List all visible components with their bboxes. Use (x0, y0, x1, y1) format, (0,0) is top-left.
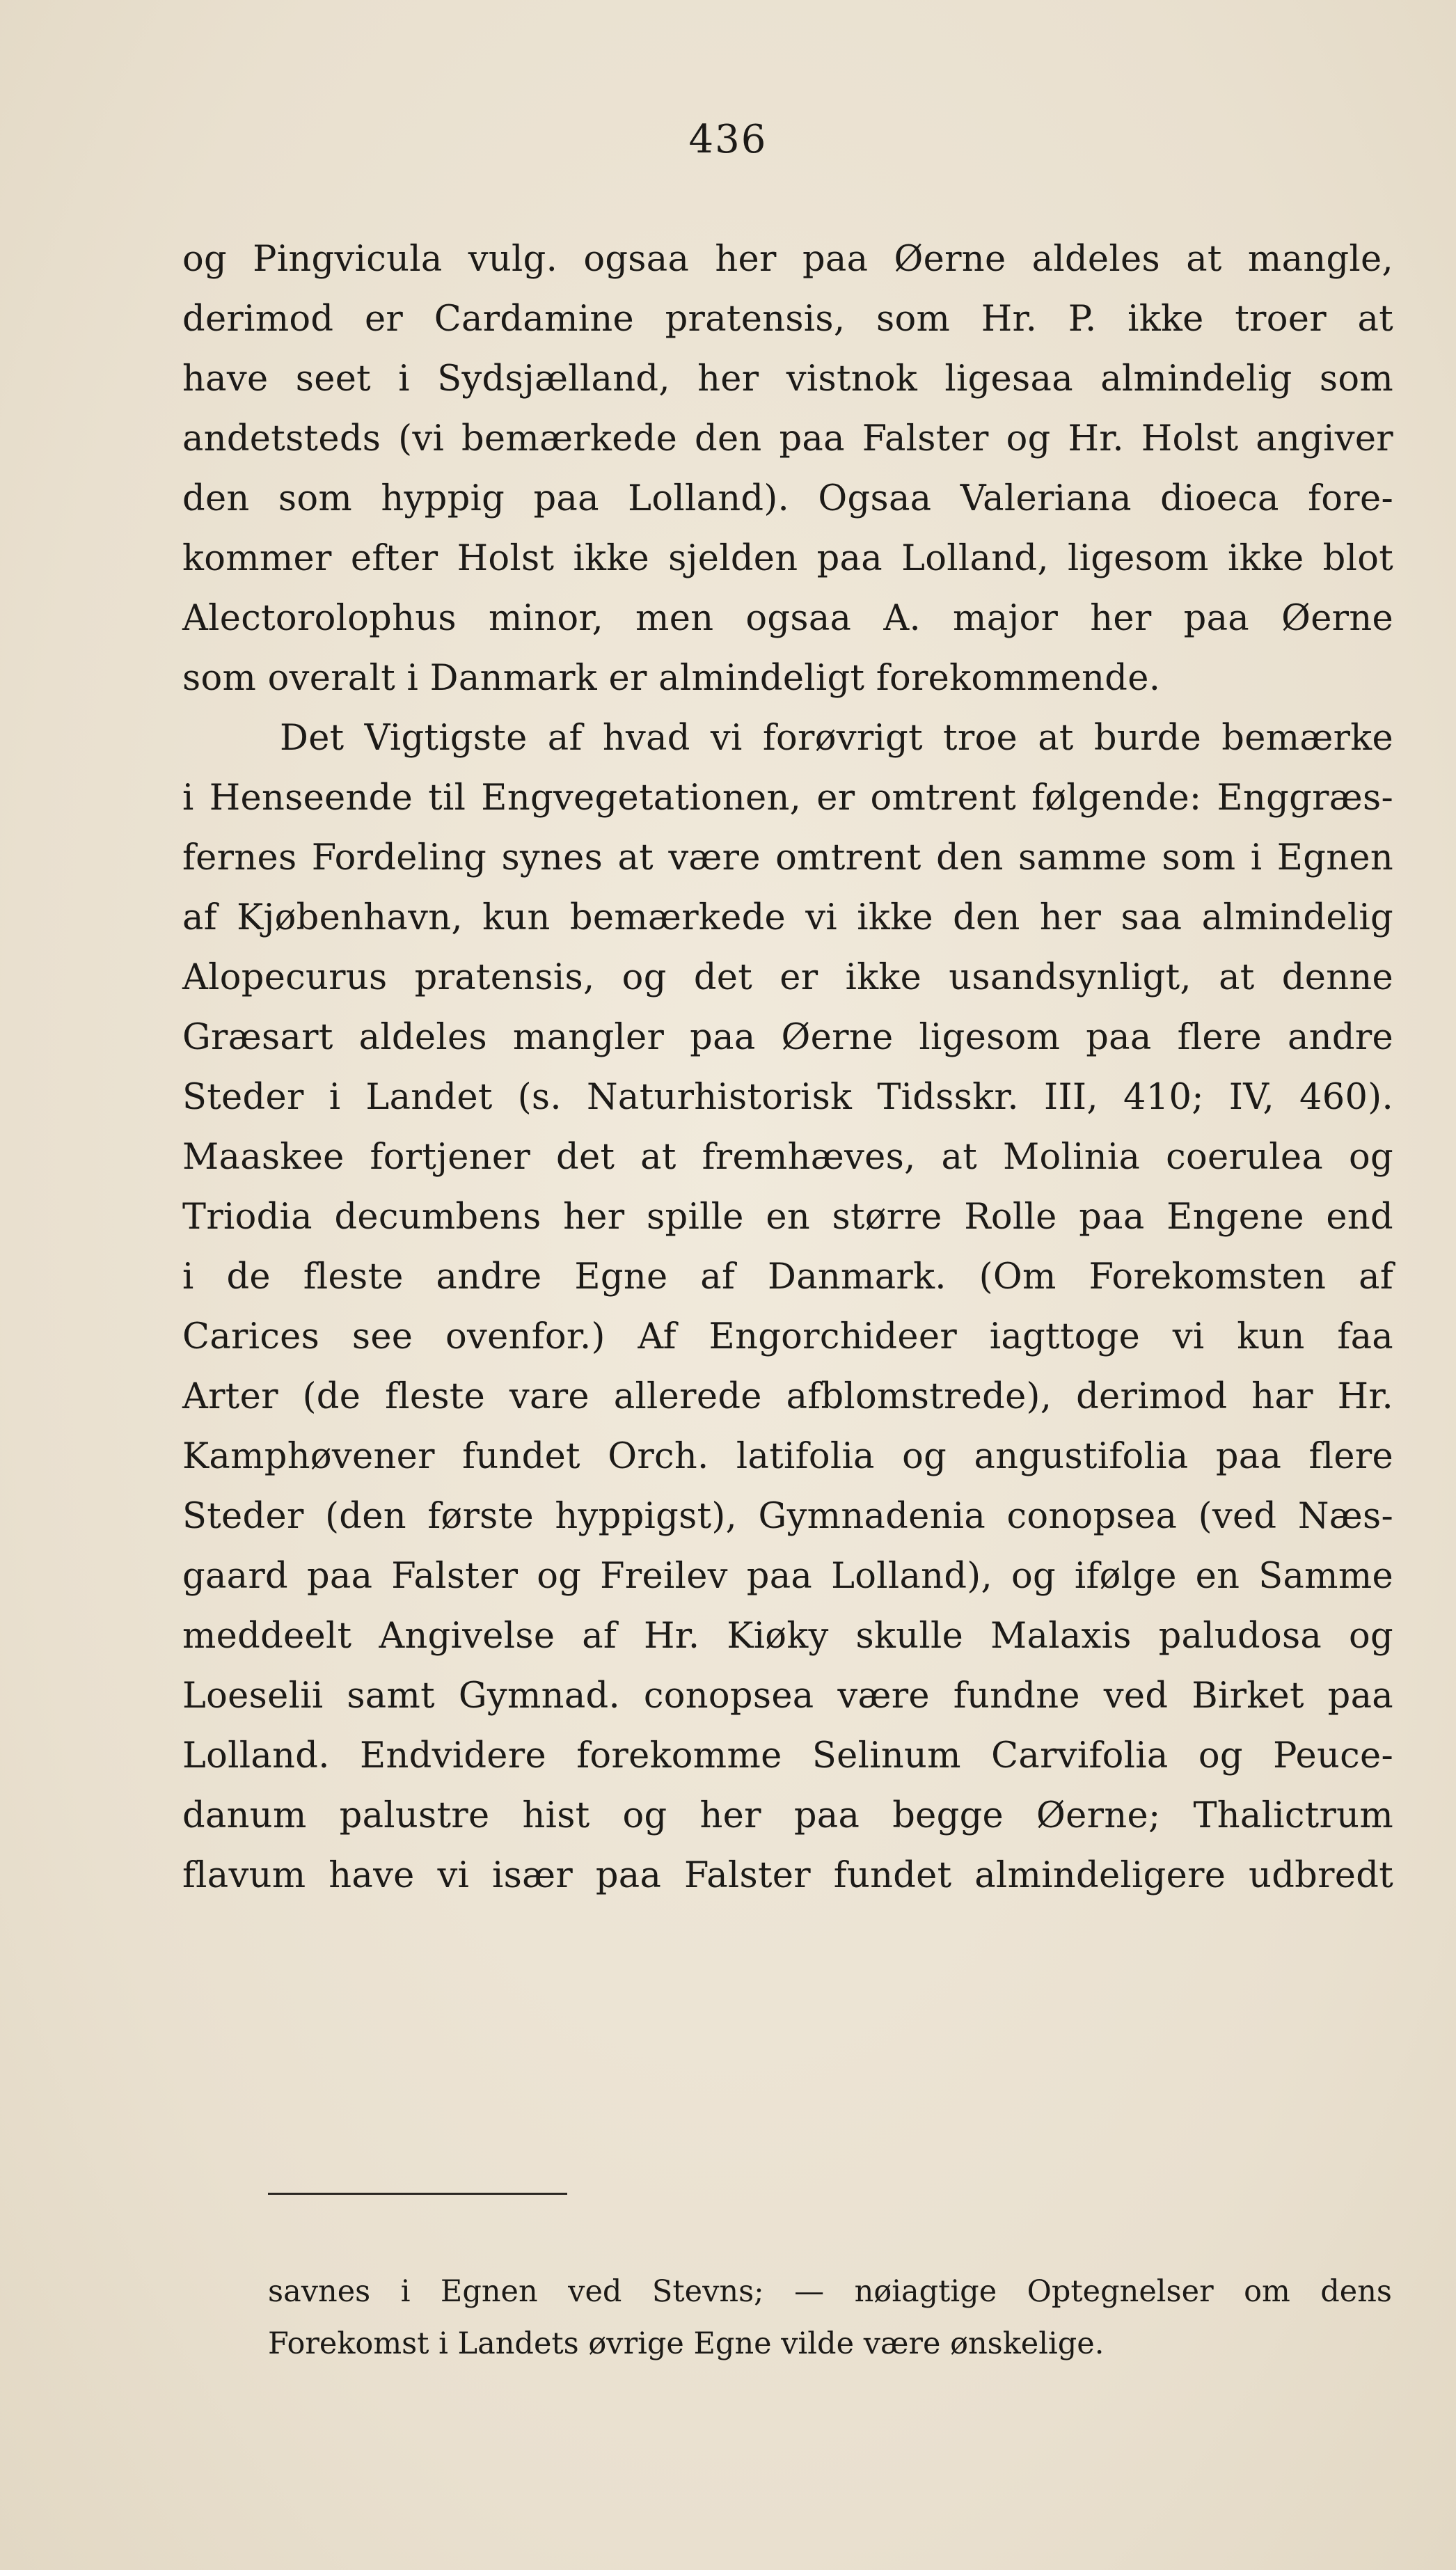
text-line: og Pingvicula vulg. ogsaa her paa Øerne aldeles at mangle, (182, 239, 1393, 280)
text-line: fernes Fordeling synes at være omtrent den samme som i Egnen (182, 837, 1393, 878)
footnote (268, 2266, 1392, 2370)
text-line: danum palustre hist og her paa begge Øerne; Thalictrum (182, 1795, 1393, 1836)
text-line: Lolland. Endvidere forekomme Selinum Carvifolia og Peuce- (182, 1735, 1393, 1776)
text-line: gaard paa Falster og Freilev paa Lolland), og ifølge en Samme (182, 1556, 1393, 1597)
text-line: kommer efter Holst ikke sjelden paa Lolland, ligesom ikke blot (182, 538, 1393, 579)
text-line: af Kjøbenhavn, kun bemærkede vi ikke den her saa almindelig (182, 897, 1393, 938)
text-line: Steder i Landet (s. Naturhistorisk Tidsskr. III, 410; IV, 460). (182, 1077, 1393, 1118)
text-line: Arter (de fleste vare allerede afblomstrede), derimod har Hr. (182, 1376, 1393, 1417)
text-line: Det Vigtigste af hvad vi forøvrigt troe at burde bemærke (280, 718, 1393, 759)
text-line: den som hyppig paa Lolland). Ogsaa Valeriana dioeca fore- (182, 478, 1393, 519)
text-line: derimod er Cardamine pratensis, som Hr. P. ikke troer at (182, 299, 1393, 340)
body-text (182, 230, 1393, 1906)
text-line: i Henseende til Engvegetationen, er omtrent følgende: Enggræs- (182, 778, 1393, 819)
footnote-line: savnes i Egnen ved Stevns; — nøiagtige Optegnelser om dens (268, 2274, 1392, 2309)
text-line: Græsart aldeles mangler paa Øerne ligesom paa flere andre (182, 1017, 1393, 1058)
text-line: Loeselii samt Gymnad. conopsea være fundne ved Birket paa (182, 1676, 1393, 1717)
text-line: som overalt i Danmark er almindeligt forekommende. (182, 658, 1161, 699)
text-line: Alectorolophus minor, men ogsaa A. major her paa Øerne (182, 598, 1393, 639)
text-line: andetsteds (vi bemærkede den paa Falster og Hr. Holst angiver (182, 418, 1393, 459)
text-line: Maaskee fortjener det at fremhæves, at Molinia coerulea og (182, 1137, 1393, 1178)
text-line: flavum have vi især paa Falster fundet almindeligere udbredt (182, 1855, 1393, 1896)
footnote-divider (268, 2193, 567, 2195)
text-line: Kamphøvener fundet Orch. latifolia og angustifolia paa flere (182, 1436, 1393, 1477)
text-line: have seet i Sydsjælland, her vistnok ligesaa almindelig som (182, 358, 1393, 400)
page-number: 436 (688, 117, 768, 162)
footnote-line: Forekomst i Landets øvrige Egne vilde være ønskelige. (268, 2326, 1105, 2361)
text-line: i de fleste andre Egne af Danmark. (Om Forekomsten af (182, 1256, 1393, 1298)
text-line: Triodia decumbens her spille en større Rolle paa Engene end (182, 1197, 1393, 1238)
text-line: Carices see ovenfor.) Af Engorchideer iagttoge vi kun faa (182, 1316, 1393, 1357)
text-line: Steder (den første hyppigst), Gymnadenia conopsea (ved Næs- (182, 1496, 1393, 1537)
text-line: meddeelt Angivelse af Hr. Kiøky skulle Malaxis paludosa og (182, 1616, 1393, 1657)
text-line: Alopecurus pratensis, og det er ikke usandsynligt, at denne (182, 957, 1393, 998)
